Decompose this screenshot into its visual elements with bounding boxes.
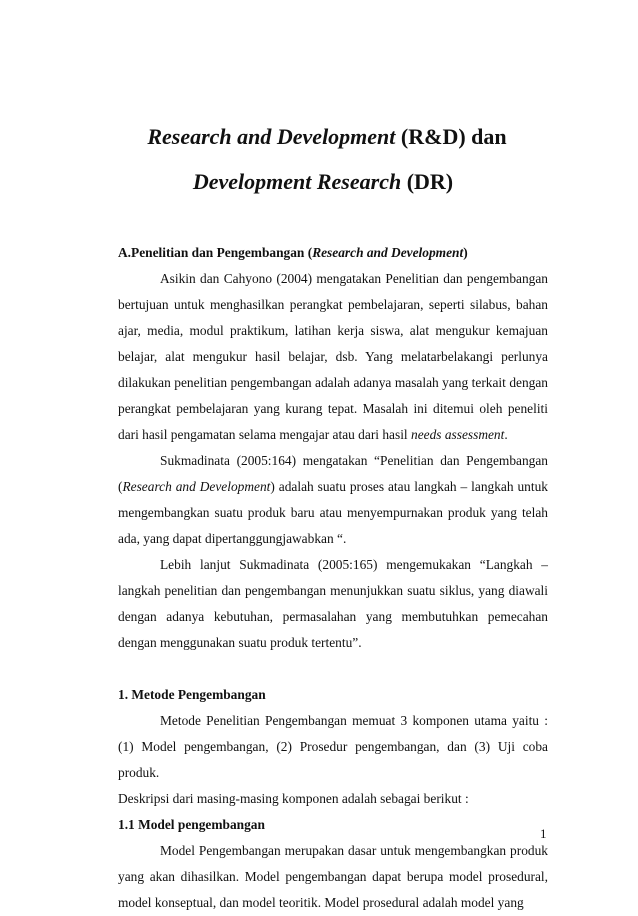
title-line-1-rest: (R&D) dan	[395, 124, 507, 149]
spacer	[118, 656, 548, 682]
paragraph-asikin-end: .	[504, 427, 508, 442]
section-a-heading	[118, 240, 548, 266]
paragraph-model: Model Pengembangan merupakan dasar untuk mengembangkan produk yang akan dihasilkan. Model pengembangan dapat berupa model prosedural, model konseptual, dan model teoritik. Model prosedural adalah model yang	[118, 843, 548, 910]
paragraph-asikin-italic: needs assessment	[411, 427, 505, 442]
title-line-1	[8, 124, 638, 150]
paragraph-asikin	[118, 266, 548, 448]
section-a-heading-suffix: )	[463, 245, 468, 260]
title-line-2-rest: (DR)	[401, 169, 454, 194]
paragraph-sukmadinata-164-italic: Research and Development	[122, 479, 271, 494]
paragraph-sukmadinata-165: Lebih lanjut Sukmadinata (2005:165) mengemukakan “Langkah – langkah penelitian dan pengembangan menunjukkan suatu siklus, yang diawali dengan adanya kebutuhan, permasalahan yang membutuhkan pemecahan dengan menggunakan suatu produk tertentu”.	[118, 557, 548, 650]
paragraph-sukmadinata-164	[118, 448, 548, 552]
page-number: 1	[540, 826, 547, 841]
paragraph-deskripsi: Deskripsi dari masing-masing komponen adalah sebagai berikut :	[118, 791, 469, 806]
paragraph-metode: Metode Penelitian Pengembangan memuat 3 komponen utama yaitu : (1) Model pengembangan, (2) Prosedur pengembangan, dan (3) Uji coba produk.	[118, 713, 548, 780]
paragraph-asikin-text: Asikin dan Cahyono (2004) mengatakan Penelitian dan pengembangan bertujuan untuk menghasilkan perangkat pembelajaran, seperti silabus, bahan ajar, media, modul praktikum, latihan kerja siswa, alat mengukur kemajuan belajar, alat mengukur hasil belajar, dsb. Yang melatarbelakangi perlunya dilakukan penelitian pengembangan adalah adanya masalah yang terkait dengan perangkat pembelajaran yang kurang tepat. Masalah ini ditemui oleh peneliti dari hasil pengamatan selama mengajar atau dari hasil	[118, 271, 548, 442]
heading-model-pengembangan: 1.1 Model pengembangan	[118, 817, 265, 832]
title-line-1-italic: Research and Development	[147, 124, 396, 149]
section-a-heading-prefix: A.Penelitian dan Pengembangan (	[118, 245, 313, 260]
document-body	[118, 240, 548, 916]
section-a-heading-italic: Research and Development	[312, 245, 464, 260]
heading-metode-pengembangan: 1. Metode Pengembangan	[118, 687, 266, 702]
title-line-2	[4, 169, 638, 195]
paragraph-sukmadinata-164-rest: ) adalah suatu proses atau langkah – langkah untuk mengembangkan suatu produk baru atau menyempurnakan produk yang telah ada, yang dapat dipertanggungjawabkan “.	[118, 479, 548, 546]
title-line-2-italic: Development Research	[192, 169, 402, 194]
paragraph-sukmadinata-164-start: Sukmadinata (2005:164) mengatakan “Penelitian dan Pengembangan (	[118, 453, 548, 494]
